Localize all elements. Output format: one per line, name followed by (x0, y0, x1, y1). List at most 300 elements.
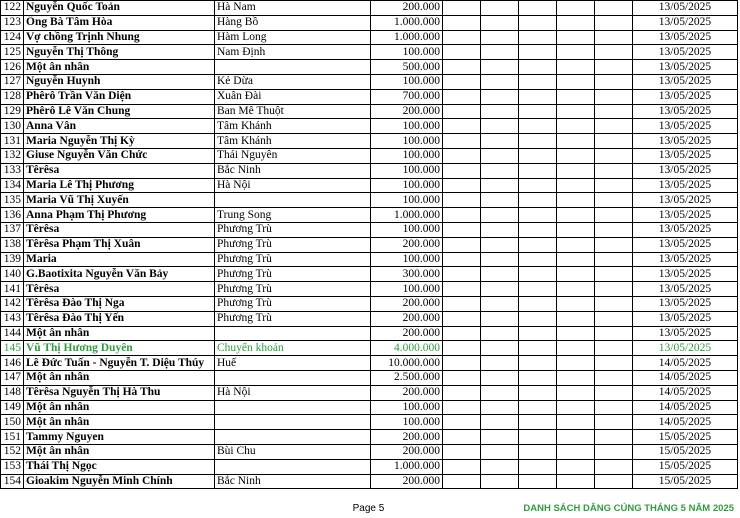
row-number: 154 (1, 474, 24, 489)
donor-name: Ông Bà Tâm Hòa (24, 15, 215, 30)
donation-date: 14/05/2025 (633, 400, 738, 415)
empty-cell (481, 282, 519, 297)
empty-cell (443, 252, 481, 267)
empty-cell (595, 267, 633, 282)
donor-name: Một ân nhân (24, 415, 215, 430)
empty-cell (557, 1, 595, 16)
empty-cell (557, 267, 595, 282)
donor-place: Xuân Đài (215, 89, 371, 104)
row-number: 142 (1, 296, 24, 311)
empty-cell (595, 459, 633, 474)
empty-cell (519, 60, 557, 75)
donor-name: Một ân nhân (24, 400, 215, 415)
table-row (1, 341, 738, 356)
donation-amount: 100.000 (371, 222, 443, 237)
empty-cell (443, 237, 481, 252)
row-number: 138 (1, 237, 24, 252)
donor-name: Têrêsa Đào Thị Nga (24, 296, 215, 311)
donor-place: Thái Nguyên (215, 148, 371, 163)
empty-cell (443, 370, 481, 385)
empty-cell (595, 385, 633, 400)
empty-cell (481, 370, 519, 385)
donation-amount: 100.000 (371, 148, 443, 163)
empty-cell (443, 356, 481, 371)
donor-place: Hàm Long (215, 30, 371, 45)
empty-cell (557, 222, 595, 237)
donation-amount: 100.000 (371, 45, 443, 60)
donation-amount: 200.000 (371, 385, 443, 400)
row-number: 148 (1, 385, 24, 400)
donor-name: Maria Lê Thị Phương (24, 178, 215, 193)
row-number: 129 (1, 104, 24, 119)
empty-cell (557, 45, 595, 60)
empty-cell (519, 341, 557, 356)
donor-name: Thái Thị Ngọc (24, 459, 215, 474)
row-number: 151 (1, 430, 24, 445)
page-number: Page 5 (352, 503, 385, 514)
empty-cell (443, 1, 481, 16)
empty-cell (557, 30, 595, 45)
empty-cell (481, 400, 519, 415)
table-row (1, 415, 738, 430)
table-row (1, 385, 738, 400)
donation-date: 15/05/2025 (633, 459, 738, 474)
empty-cell (443, 104, 481, 119)
empty-cell (481, 474, 519, 489)
empty-cell (481, 430, 519, 445)
empty-cell (481, 444, 519, 459)
empty-cell (595, 208, 633, 223)
table-row (1, 30, 738, 45)
empty-cell (519, 356, 557, 371)
table-row (1, 222, 738, 237)
row-number: 140 (1, 267, 24, 282)
empty-cell (481, 30, 519, 45)
empty-cell (443, 15, 481, 30)
donation-date: 13/05/2025 (633, 104, 738, 119)
row-number: 139 (1, 252, 24, 267)
empty-cell (557, 400, 595, 415)
empty-cell (481, 311, 519, 326)
empty-cell (557, 178, 595, 193)
donation-date: 13/05/2025 (633, 326, 738, 341)
table-row (1, 148, 738, 163)
donor-place (215, 459, 371, 474)
empty-cell (595, 30, 633, 45)
empty-cell (481, 193, 519, 208)
empty-cell (443, 311, 481, 326)
empty-cell (443, 208, 481, 223)
table-row (1, 237, 738, 252)
empty-cell (557, 134, 595, 149)
row-number: 122 (1, 1, 24, 16)
donation-amount: 100.000 (371, 178, 443, 193)
empty-cell (557, 163, 595, 178)
empty-cell (519, 119, 557, 134)
donation-date: 13/05/2025 (633, 341, 738, 356)
donor-place: Nam Định (215, 45, 371, 60)
empty-cell (557, 60, 595, 75)
empty-cell (481, 252, 519, 267)
donation-amount: 100.000 (371, 415, 443, 430)
empty-cell (557, 15, 595, 30)
donor-place: Bắc Ninh (215, 474, 371, 489)
row-number: 125 (1, 45, 24, 60)
donation-amount: 100.000 (371, 400, 443, 415)
table-row (1, 15, 738, 30)
row-number: 135 (1, 193, 24, 208)
empty-cell (595, 45, 633, 60)
donor-place (215, 400, 371, 415)
empty-cell (595, 400, 633, 415)
row-number: 131 (1, 134, 24, 149)
donation-date: 13/05/2025 (633, 119, 738, 134)
donation-date: 13/05/2025 (633, 45, 738, 60)
table-row (1, 252, 738, 267)
empty-cell (595, 193, 633, 208)
donation-date: 13/05/2025 (633, 74, 738, 89)
empty-cell (481, 163, 519, 178)
empty-cell (595, 15, 633, 30)
table-row (1, 45, 738, 60)
donor-place (215, 60, 371, 75)
empty-cell (443, 341, 481, 356)
empty-cell (557, 237, 595, 252)
empty-cell (519, 222, 557, 237)
donor-place (215, 326, 371, 341)
donation-amount: 2.500.000 (371, 370, 443, 385)
table-row (1, 311, 738, 326)
donation-amount: 200.000 (371, 311, 443, 326)
donation-date: 14/05/2025 (633, 356, 738, 371)
donation-date: 13/05/2025 (633, 282, 738, 297)
donation-date: 13/05/2025 (633, 237, 738, 252)
table-row (1, 74, 738, 89)
donation-amount: 300.000 (371, 267, 443, 282)
donation-amount: 200.000 (371, 430, 443, 445)
donation-amount: 200.000 (371, 1, 443, 16)
row-number: 123 (1, 15, 24, 30)
empty-cell (595, 148, 633, 163)
empty-cell (481, 222, 519, 237)
empty-cell (519, 252, 557, 267)
empty-cell (595, 74, 633, 89)
donor-name: Têrêsa Nguyễn Thị Hà Thu (24, 385, 215, 400)
row-number: 133 (1, 163, 24, 178)
table-row (1, 119, 738, 134)
empty-cell (481, 148, 519, 163)
donation-date: 14/05/2025 (633, 385, 738, 400)
donor-name: Maria Nguyễn Thị Kỳ (24, 134, 215, 149)
row-number: 150 (1, 415, 24, 430)
donor-place: Phương Trù (215, 222, 371, 237)
empty-cell (595, 282, 633, 297)
donation-date: 13/05/2025 (633, 134, 738, 149)
table-row (1, 356, 738, 371)
empty-cell (519, 370, 557, 385)
empty-cell (481, 15, 519, 30)
empty-cell (519, 282, 557, 297)
empty-cell (519, 385, 557, 400)
row-number: 149 (1, 400, 24, 415)
empty-cell (519, 1, 557, 16)
empty-cell (443, 74, 481, 89)
row-number: 152 (1, 444, 24, 459)
donor-name: Anna Phạm Thị Phương (24, 208, 215, 223)
table-row (1, 474, 738, 489)
row-number: 130 (1, 119, 24, 134)
empty-cell (519, 15, 557, 30)
empty-cell (557, 193, 595, 208)
empty-cell (557, 89, 595, 104)
empty-cell (595, 252, 633, 267)
donor-name: G.Baotixita Nguyễn Văn Bảy (24, 267, 215, 282)
donation-amount: 100.000 (371, 282, 443, 297)
empty-cell (595, 119, 633, 134)
table-row (1, 60, 738, 75)
donor-name: Tammy Nguyen (24, 430, 215, 445)
empty-cell (595, 104, 633, 119)
empty-cell (481, 459, 519, 474)
empty-cell (443, 119, 481, 134)
donor-place: Tâm Khánh (215, 119, 371, 134)
donation-amount: 100.000 (371, 119, 443, 134)
donor-name: Phêrô Trần Văn Diện (24, 89, 215, 104)
empty-cell (519, 89, 557, 104)
donor-place: Chuyển khoản (215, 341, 371, 356)
empty-cell (557, 415, 595, 430)
empty-cell (481, 1, 519, 16)
empty-cell (595, 296, 633, 311)
donor-place: Hà Nội (215, 178, 371, 193)
empty-cell (443, 444, 481, 459)
donor-place: Phương Trù (215, 296, 371, 311)
empty-cell (557, 119, 595, 134)
empty-cell (519, 74, 557, 89)
empty-cell (443, 193, 481, 208)
donor-name: Têrêsa Phạm Thị Xuân (24, 237, 215, 252)
empty-cell (519, 193, 557, 208)
empty-cell (481, 89, 519, 104)
empty-cell (557, 385, 595, 400)
empty-cell (557, 296, 595, 311)
donor-place (215, 193, 371, 208)
empty-cell (557, 459, 595, 474)
empty-cell (519, 474, 557, 489)
donation-date: 13/05/2025 (633, 267, 738, 282)
donor-name: Một ân nhân (24, 444, 215, 459)
empty-cell (443, 459, 481, 474)
empty-cell (481, 60, 519, 75)
empty-cell (481, 267, 519, 282)
table-body (1, 1, 738, 489)
row-number: 153 (1, 459, 24, 474)
empty-cell (443, 222, 481, 237)
empty-cell (557, 311, 595, 326)
donation-amount: 1.000.000 (371, 30, 443, 45)
donation-date: 14/05/2025 (633, 415, 738, 430)
empty-cell (519, 267, 557, 282)
table-row (1, 444, 738, 459)
donor-place: Phương Trù (215, 267, 371, 282)
donation-date: 15/05/2025 (633, 444, 738, 459)
empty-cell (595, 89, 633, 104)
donor-place: Hà Nam (215, 1, 371, 16)
document-title: DANH SÁCH DÂNG CÚNG THÁNG 5 NĂM 2025 (523, 503, 734, 514)
donor-place: Bắc Ninh (215, 163, 371, 178)
empty-cell (519, 45, 557, 60)
donation-amount: 1.000.000 (371, 15, 443, 30)
donor-name: Nguyễn Thị Thông (24, 45, 215, 60)
donor-name: Một ân nhân (24, 370, 215, 385)
empty-cell (557, 208, 595, 223)
donor-name: Vũ Thị Hương Duyên (24, 341, 215, 356)
donation-date: 13/05/2025 (633, 208, 738, 223)
empty-cell (557, 104, 595, 119)
donation-date: 13/05/2025 (633, 311, 738, 326)
table-row (1, 430, 738, 445)
donation-amount: 100.000 (371, 252, 443, 267)
donation-amount: 700.000 (371, 89, 443, 104)
donor-name: Maria Vũ Thị Xuyến (24, 193, 215, 208)
empty-cell (557, 430, 595, 445)
table-row (1, 400, 738, 415)
donor-place: Phương Trù (215, 311, 371, 326)
empty-cell (443, 60, 481, 75)
donor-name: Nguyễn Huynh (24, 74, 215, 89)
row-number: 145 (1, 341, 24, 356)
donation-amount: 1.000.000 (371, 459, 443, 474)
empty-cell (595, 326, 633, 341)
empty-cell (557, 148, 595, 163)
empty-cell (443, 430, 481, 445)
donor-place: Ban Mê Thuột (215, 104, 371, 119)
donor-place: Hàng Bồ (215, 15, 371, 30)
empty-cell (519, 208, 557, 223)
donation-amount: 200.000 (371, 296, 443, 311)
table-row (1, 104, 738, 119)
table-row (1, 459, 738, 474)
empty-cell (595, 474, 633, 489)
donor-place: Trung Song (215, 208, 371, 223)
donor-place (215, 415, 371, 430)
donor-name: Têrêsa (24, 222, 215, 237)
empty-cell (557, 74, 595, 89)
table-row (1, 134, 738, 149)
donation-date: 13/05/2025 (633, 30, 738, 45)
empty-cell (481, 341, 519, 356)
empty-cell (443, 30, 481, 45)
empty-cell (595, 163, 633, 178)
empty-cell (443, 267, 481, 282)
empty-cell (519, 237, 557, 252)
donation-amount: 4.000.000 (371, 341, 443, 356)
donor-name: Têrêsa Đào Thị Yến (24, 311, 215, 326)
empty-cell (519, 415, 557, 430)
empty-cell (595, 444, 633, 459)
donor-place (215, 430, 371, 445)
empty-cell (519, 459, 557, 474)
table-row (1, 1, 738, 16)
donor-name: Anna Vân (24, 119, 215, 134)
empty-cell (443, 134, 481, 149)
table-row (1, 163, 738, 178)
table-row (1, 326, 738, 341)
empty-cell (443, 474, 481, 489)
empty-cell (481, 385, 519, 400)
donor-name: Maria (24, 252, 215, 267)
donation-date: 15/05/2025 (633, 474, 738, 489)
donor-place (215, 370, 371, 385)
empty-cell (519, 400, 557, 415)
table-row (1, 193, 738, 208)
empty-cell (557, 474, 595, 489)
empty-cell (557, 282, 595, 297)
donation-amount: 100.000 (371, 74, 443, 89)
donation-amount: 200.000 (371, 104, 443, 119)
row-number: 146 (1, 356, 24, 371)
empty-cell (519, 311, 557, 326)
empty-cell (443, 178, 481, 193)
table-row (1, 267, 738, 282)
donation-date: 14/05/2025 (633, 370, 738, 385)
empty-cell (443, 45, 481, 60)
empty-cell (519, 163, 557, 178)
empty-cell (443, 163, 481, 178)
empty-cell (557, 356, 595, 371)
donor-place: Bùi Chu (215, 444, 371, 459)
donation-date: 13/05/2025 (633, 296, 738, 311)
empty-cell (595, 237, 633, 252)
empty-cell (595, 222, 633, 237)
empty-cell (557, 341, 595, 356)
donor-name: Têrêsa (24, 163, 215, 178)
donation-amount: 100.000 (371, 134, 443, 149)
donation-date: 13/05/2025 (633, 178, 738, 193)
donation-amount: 1.000.000 (371, 208, 443, 223)
donation-date: 13/05/2025 (633, 1, 738, 16)
row-number: 137 (1, 222, 24, 237)
empty-cell (481, 134, 519, 149)
donor-name: Gioakim Nguyễn Minh Chính (24, 474, 215, 489)
empty-cell (595, 134, 633, 149)
donor-name: Một ân nhân (24, 326, 215, 341)
donor-name: Vợ chồng Trịnh Nhung (24, 30, 215, 45)
donor-name: Một ân nhân (24, 60, 215, 75)
donation-amount: 100.000 (371, 163, 443, 178)
empty-cell (481, 74, 519, 89)
empty-cell (519, 148, 557, 163)
donor-place: Tâm Khánh (215, 134, 371, 149)
table-row (1, 208, 738, 223)
donor-place: Huế (215, 356, 371, 371)
donor-name: Nguyễn Quốc Toản (24, 1, 215, 16)
donation-date: 13/05/2025 (633, 60, 738, 75)
donation-amount: 200.000 (371, 474, 443, 489)
empty-cell (481, 237, 519, 252)
empty-cell (443, 415, 481, 430)
empty-cell (443, 282, 481, 297)
row-number: 141 (1, 282, 24, 297)
donor-place: Phương Trù (215, 252, 371, 267)
row-number: 127 (1, 74, 24, 89)
empty-cell (481, 119, 519, 134)
donor-name: Lê Đức Tuấn - Nguyễn T. Diệu Thúy (24, 356, 215, 371)
empty-cell (443, 296, 481, 311)
donation-date: 13/05/2025 (633, 252, 738, 267)
empty-cell (443, 400, 481, 415)
donation-amount: 500.000 (371, 60, 443, 75)
